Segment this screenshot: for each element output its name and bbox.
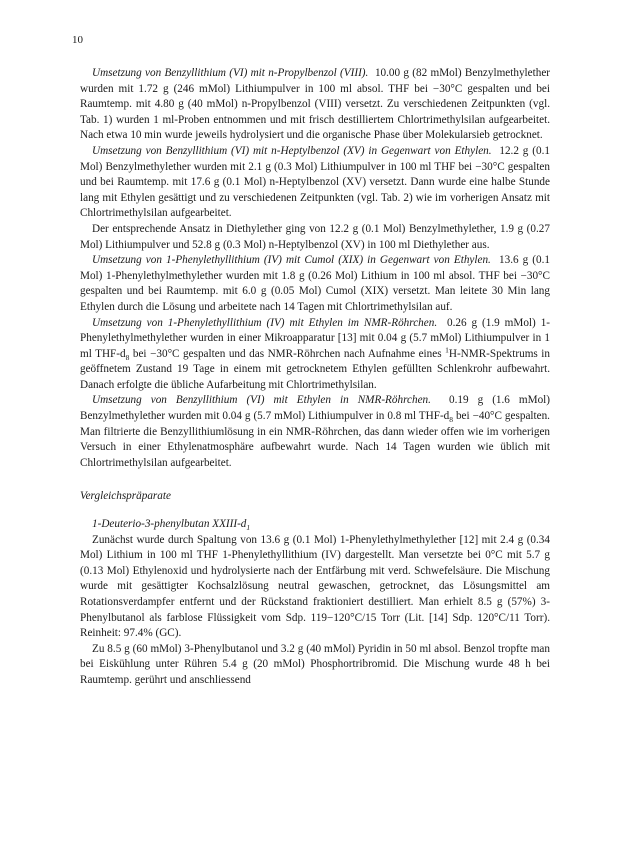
paragraph-text: H-NMR-Spektrums in geöffnetem Zustand 19 Tage in einem mit getrocknetem Ethylen gefüllten Schlenkrohr aufbewahrt. Danach erfolgte die übliche Aufarbeitung mit Chlortrimethylsilan. [80, 347, 550, 391]
paragraph-text: 12.2 g (0.1 Mol) Benzylmethylether wurden mit 2.1 g (0.3 Mol) Lithiumpulver in 100 ml THF bei −30°C gespalten und bei Raumtemp. mit 17.6 g (0.1 Mol) n-Heptylbenzol (XV) versetzt. Dann wurde eine halbe Stunde lang mit Ethylen gesättigt und zu verschiedenen Zeitpunkten (vgl. Tab. 2) wie im vorherigen Ansatz mit Chlortrimethylsilan aufgearbeitet. [80, 144, 550, 220]
paragraph-heading: Umsetzung von 1-Phenylethyllithium (IV) mit Ethylen im NMR-Röhrchen. [92, 316, 438, 329]
subsection-title: 1-Deuterio-3-phenylbutan XXIII-d [92, 518, 247, 531]
paragraph-text: 0.26 g (1.9 mMol) 1-Phenylethylmethylether wurden in einer Mikroapparatur [13] mit 0.04 g (5.7 mMol) Lithiumpulver in 1 ml THF-d [80, 316, 551, 360]
subscript: 8 [449, 415, 454, 425]
subsection-heading [80, 517, 550, 533]
subscript: 8 [125, 352, 130, 362]
superscript: 1 [445, 344, 449, 354]
paragraph-text: 0.19 g (1.6 mMol) Benzylmethylether wurden mit 0.04 g (5.7 mMol) Lithiumpulver in 0.8 ml THF-d [80, 394, 551, 423]
paragraph-text: bei −30°C gespalten und das NMR-Röhrchen nach Aufnahme eines [129, 347, 446, 360]
paragraph-propylbenzol [80, 66, 550, 144]
page-number: 10 [72, 34, 83, 46]
section-heading: Vergleichspräparate [80, 490, 171, 503]
subscript: 1 [246, 523, 251, 533]
paragraph-diethylether [80, 222, 550, 253]
paragraph-text: bei −40°C gespalten. Man filtrierte die Benzyllithiumlösung in ein NMR-Röhrchen, das dann wieder offen wie im vorherigen Versuch in einer Ethylenatmosphäre aufbewahrt wurde. Nach 14 Tagen wurden wie üblich mit Chlortrimethylsilan aufgearbeitet. [80, 410, 550, 469]
page-body [80, 66, 550, 689]
paragraph-text: 13.6 g (0.1 Mol) 1-Phenylethylmethylether wurden mit 1.8 g (0.26 Mol) Lithium in 100 ml absol. THF bei −30°C gespalten und bei Raumtemp. mit 6.0 g (0.05 Mol) Cumol (XIX) versetzt. Man leitete 30 Min lang Ethylen durch die Lösung und arbeitete nach 14 Tagen mit Chlortrimethylsilan auf. [80, 254, 551, 313]
paragraph-heading: Umsetzung von Benzyllithium (VI) mit n-Propylbenzol (VIII). [92, 67, 369, 79]
paragraph-heptylbenzol [80, 144, 550, 222]
paragraph-phenylbutanol: Zunächst wurde durch Spaltung von 13.6 g (0.1 Mol) 1-Phenylethylmethylether [12] mit 2.4 g (0.34 Mol) Lithium in 100 ml THF 1-Phenylethyllithium (IV) dargestellt. Man versetzte bei 0°C mit 5.7 g (0.13 Mol) Ethylenoxid und hydrolysierte nach der Entfärbung mit verd. Schwefelsäure. Die Mischung wurde mit gesättigter Kochsalzlösung neutral gewaschen, getrocknet, das Lösungsmittel am Rotationsverdampfer entfernt und der Rückstand fraktioniert destilliert. Man erhielt 8.5 g (57%) 3-Phenylbutanol als farblose Flüssigkeit vom Sdp. 119−120°C/15 Torr (Lit. [14] Sdp. 120°C/11 Torr). Reinheit: 97.4% (GC). [80, 533, 550, 640]
paragraph-phosphortribromid: Zu 8.5 g (60 mMol) 3-Phenylbutanol und 3.2 g (40 mMol) Pyridin in 50 ml absol. Benzol tropfte man bei Eiskühlung unter Rühren 5.4 g (20 mMol) Phosphortribromid. Die Mischung wurde 48 h bei Raumtemp. gerührt und anschliessend [80, 642, 550, 686]
paragraph-heading: Umsetzung von 1-Phenylethyllithium (IV) mit Cumol (XIX) in Gegenwart von Ethylen. [92, 254, 491, 267]
paragraph-cumol [80, 253, 550, 315]
paragraph-nmr-benzyl [80, 393, 550, 471]
paragraph-nmr-phenylethyl [80, 316, 550, 394]
paragraph-heading: Umsetzung von Benzyllithium (VI) mit Ethylen in NMR-Röhrchen. [92, 394, 431, 407]
paragraph-text: Der entsprechende Ansatz in Diethylether ging von 12.2 g (0.1 Mol) Benzylmethylether, 1.9 g (0.27 Mol) Lithiumpulver und 52.8 g (0.3 Mol) n-Heptylbenzol (XV) in 100 ml Diethylether aus. [80, 222, 550, 251]
paragraph-heading: Umsetzung von Benzyllithium (VI) mit n-Heptylbenzol (XV) in Gegenwart von Ethylen. [92, 144, 492, 157]
paragraph-text: 10.00 g (82 mMol) Benzylmethylether wurden mit 1.72 g (246 mMol) Lithiumpulver in 100 ml absol. THF bei −30°C gespalten und bei Raumtemp. mit 4.80 g (40 mMol) n-Propylbenzol (VIII) versetzt. Zu verschiedenen Zeitpunkten (vgl. Tab. 1) wurden 1 ml-Proben entnommen und mit frisch destilliertem Chlortrimethylsilan aufgearbeitet. Nach etwa 10 min wurde jeweils hydrolysiert und die organische Phase über Molekularsieb getrocknet. [80, 67, 551, 142]
